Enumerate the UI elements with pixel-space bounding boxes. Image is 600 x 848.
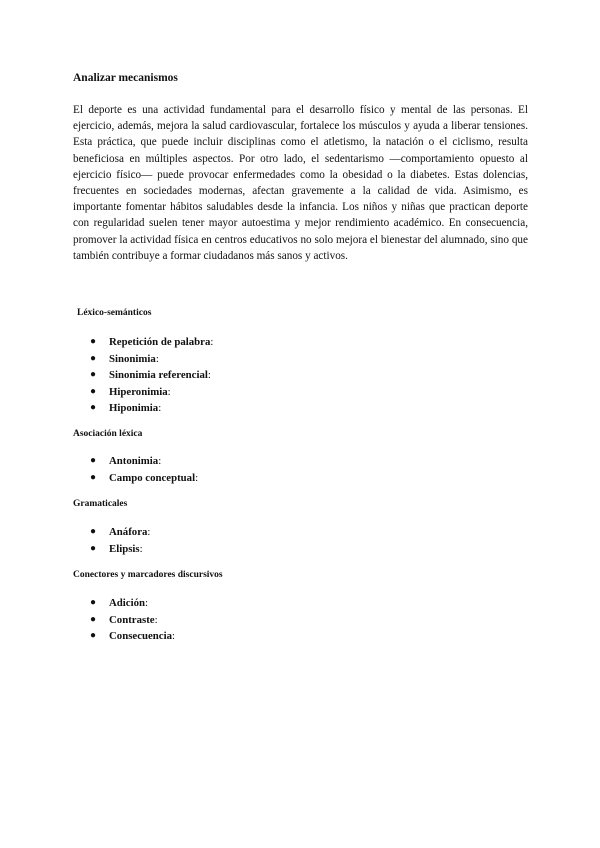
bullet-icon: ● (90, 613, 97, 625)
list-item: ● Campo conceptual: (90, 470, 198, 487)
bullet-icon: ● (90, 385, 97, 397)
list-item: ● Hiperonimia: (90, 384, 213, 401)
bullet-icon: ● (90, 402, 97, 414)
list-item: ● Contraste: (90, 612, 175, 629)
bullet-icon: ● (90, 542, 97, 554)
bullet-icon: ● (90, 471, 97, 483)
list-conectores (90, 595, 175, 645)
page-title: Analizar mecanismos (73, 72, 178, 84)
list-item: ● Elipsis: (90, 541, 150, 558)
section-heading-asociacion: Asociación léxica (73, 429, 143, 439)
list-item: ● Consecuencia: (90, 628, 175, 645)
list-item: ● Hiponimia: (90, 400, 213, 417)
list-item: ● Antonimia: (90, 453, 198, 470)
bullet-icon: ● (90, 369, 97, 381)
section-heading-conectores: Conectores y marcadores discursivos (73, 570, 223, 580)
list-item: ● Sinonimia: (90, 351, 213, 368)
list-lexico (90, 334, 213, 417)
list-item: ● Sinonimia referencial: (90, 367, 213, 384)
list-item: ● Anáfora: (90, 524, 150, 541)
bullet-icon: ● (90, 455, 97, 466)
bullet-icon: ● (90, 336, 97, 347)
list-asociacion (90, 453, 198, 486)
bullet-icon: ● (90, 630, 97, 642)
list-gramaticales (90, 524, 150, 557)
bullet-icon: ● (90, 526, 97, 537)
list-item: ● Adición: (90, 595, 175, 612)
list-item: ● Repetición de palabra: (90, 334, 213, 351)
bullet-icon: ● (90, 352, 97, 364)
bullet-icon: ● (90, 597, 97, 608)
body-paragraph: El deporte es una actividad fundamental para el desarrollo físico y mental de las personas. El ejercicio, además, mejora la salud cardiovascular, fortalece los músculos y ayuda a liberar tensiones. Esta práctica, que puede incluir disciplinas como el atletismo, la natación o el ciclismo, resulta beneficiosa en múltiples aspectos. Por otro lado, el sedentarismo —comportamiento opuesto al ejercicio físico— puede provocar enfermedades como la obesidad o la diabetes. Estas dolencias, frecuentes en sociedades modernas, afectan gravemente a la calidad de vida. Asimismo, es importante fomentar hábitos saludables desde la infancia. Los niños y niñas que practican deporte con regularidad suelen tener mayor autoestima y mejor rendimiento académico. En consecuencia, promover la actividad física en centros educativos no solo mejora el bienestar del alumnado, sino que también contribuye a formar ciudadanos más sanos y activos. (73, 104, 528, 262)
section-heading-lexico: Léxico-semánticos (77, 308, 152, 318)
section-heading-gramaticales: Gramaticales (73, 499, 128, 509)
